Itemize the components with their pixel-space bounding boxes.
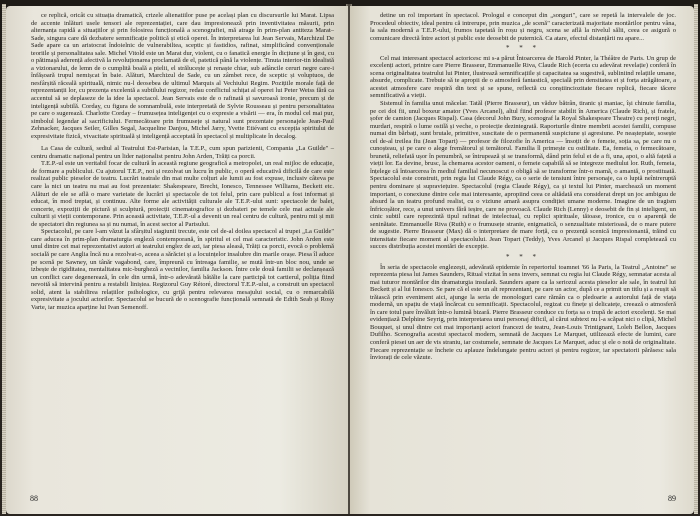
left-paragraph: T.E.P.-ul este un veritabil focar de cultură în această regiune geografică a metropolei, un real mijloc de educație, de formare a publicului. Cu ajutorul T.E.P., noi și rezolvat un lucru în public, o operă educativă dificilă de care este realizat public pieselor de teatru. Lucrări teatrale din mai multe colțuri ale lumii au fost expuse, inclusiv câteva pe care la nici un teatru nu mai au fost prezentate: Shakespeare, Brecht, Ionesco, Tennessee Williams, Beckett etc. Alături de ele se află o mare varietate de lucrări și spectacole de tot felul, prin care publicul a fost informat și educat, în mod treptat, și continuu. Alte forme ale activității culturale ale T.E.P.-ului sunt: spectacole de balet, concerte, expoziții de pictură și sculptură, proiecții cinematografice și dezbateri pe temele cele mai actuale ale culturii și vieții contemporane. Prin această activitate, T.E.P.-ul a devenit un real centru de cultură, pentru mii și mii de spectatori din regiunea sa și nu numai, în acest sector al Parisului. (31, 160, 334, 228)
right-paragraph: detine un rol important în spectacol. Prologul e conceput din „songuri", care se repetă la intervalele de joc. Procedeul obiectiv, ideal pentru că intrerupe, prin muzica „de scenă" caracterizată majoritate montărilor pentru vâna, la sala modernă a T.E.P.-ului, frumos tapetată în roșu și negru, scena se află la nivelul sălii, ceea ce asigură o comunicare directă între actori și public este deosebit de puternică. Ca atare, efectul distanțării nu apare... (370, 12, 676, 42)
right-paragraph: În seria de spectacole englezești, adevărată epidemie în repertoriul toamnei '66 la Paris, la Teatrul „Antoine" se reprezenta piesa lui James Saunders, Ritual vizitat în sens invers, semnat cu regia lui Claude Régy, semnatar acesta al mai tuturor montărilor din dramaturgia insulară. Saunders apare ca la seriozul acesta pieselor ale sale, în teatrul lui Beckett și al lui Ionesco. Se pare că el este un alt reprezentant, pe care un actor, după ce a primit un titlu și a reușit să trăiască prin eveniment aici, ajunge la seria de monologuri care rămân ca o pledoarie a autorului față de viața modernă, un spațiu de viață încărcat cu semnificații. Spectacolul, regizat cu finețe și delicatețe, creează o atmosferă în care totul pare învăluit într-o lumină bizară. Pierre Brasseur conduce cu forța sa o trupă de actori excelenți. Se mai evidențiază Delphine Seyrig, prin interpretarea unui personaj dificil, al cărui subtext nu l-a scăpat nici o clipă, Michel Bouquet, și unul dintre cei mai importanți actori francezi de teatru, Jean-Louis Trintignant, Loleh Bellon, Jacques Dufilho. Scenografia acestui spectacol modern, semnată de Jacques Le Marquet, utilizează efecte de lumini, care conferă piesei un aer de vis straniu, iar costumele, semnate de Jacques Le Marquet, aduc și ele o notă de originalitate. Fiecare reprezentație se încheie cu aplauze îndelungate pentru actori și pentru regizor, iar spectatorii părăsesc sala înviorați de cele văzute. (370, 263, 676, 362)
section-separator: * * * (506, 44, 540, 53)
right-paragraph: Sistemul în familia unui măcelar. Tatăl (Pierre Brasseur), un văduv bătrân, tiranic și maniac, își chinuie familia, pe cei doi fii, unul boxeur amator (Yves Arcanel), altul fiind profesor stabilit în America (Claude Rich), și fratele, șofer de camion (Jacques Rispal). Casa (decorul John Bury, scenograf la Royal Shakespeare Theatre) cu pereți negri, murdari, respiră o lume ostilă și veche, o proiecție dezintegrată. Raporturile dintre membrii acestei familii, compuse numai din bărbați, sunt brutale, primitive, suscitate de o permanentă suspiciune și agresiune. Pe neașteptate, sosește cel de-al treilea fiu (Jean Topart) — profesor de filozofie în America — însoțit de o femeie, soția sa, pe care nu o cunoșteau, și pe care o alege fremătorul și temătorul. Familia îl primește cu ostilitate. Ea, femeia, o fermecătoare, brunetă, reliefată ușor în penumbră, se întrupează și se transformă, dând prin felul ei de a fi, una, apoi, o altă fațetă a vieții lor. Ea devine, brusc, la chemarea acestor oameni, o femeie capabilă să se integreze mediului lor. Ruth, femeia, înțelege că întoarcerea în mediul familial necunoscut o obligă să se transforme într-o mamă, o amantă, o prostituată. Spectacolul este construit, prin regia lui Claude Régy, ca o serie de tensiuni între personaje, ca o luptă neîntreruptă pentru dominare și supraviețuire. Spectacolul (regia Claude Régy), ca și textul lui Pinter, marchează un moment important, o conexiune dintre cele mai interesante, apropiind ceea ce altădată era considerat drept un joc ambiguu de absurd la un teatru profund realist, cu o viziune amară asupra condiției umane moderne. Imagine de un tragism înfricoșător, rece, a unui univers fără ieșire, care ne provoacă. Claude Rich (Lenny) e deosebit de fin și inteligent, un cinic subtil care reprezintă tipul rafinat de intelectual, cu replici spirituale, tăioase, ironice, cu o aparență de seninătate. Emmanuelle Riva (Ruth) e o frumusețe stranie, enigmatică, o senzualitate misterioasă, de o mare putere de sugestie. Pierre Brasseur (Max) dă o interpretare de mare forță, cu o prezență scenică impresionantă, trăind cu intensitate fiecare moment al spectacolului. Jean Topart (Teddy), Yves Arcanel și Jacques Rispal completează cu succes distribuția acestei montări de excepție. (370, 100, 676, 251)
page-edge-right (694, 4, 698, 514)
left-page (6, 6, 348, 514)
right-page-text (370, 12, 676, 362)
section-separator: * * * (506, 252, 540, 261)
page-number-right: 89 (668, 494, 676, 503)
page-number-left: 88 (30, 494, 38, 503)
left-page-text (31, 12, 334, 311)
right-paragraph: Cel mai interesant spectacol actoricesc mi s-a părut Întoarcerea de Harold Pinter, la Théâtre de Paris. Un grup de excelenți actori, printre care Pierre Brasseur, Emmanuelle Riva, Claude Rich (ecerta cu adevărat revelație) conferă în scena originalitatea teatrului lui Pinter, ilustrează semnificațiile și capacitatea sa sugestivă, subliniind relațiile umane, absurde, complicate. Trebuie să te apropii de o atmosferă fantastică, specială prin densitatea ei și forța atrăgătoare, a acestei atmosfere care respiră din text și se spune, reflectă cu conștiinciozitate fiecare replică, fiecare tăcere semnificativă a vieții. (370, 54, 676, 100)
left-paragraph: Spectacolul, pe care l-am văzut la sfârșitul stagiunii trecute, este cel de-al doilea spectacol al trupei „La Guilde" care aducea în prim-plan dramaturgia engleză contemporană, în spiritul ei cel mai caracteristic. John Arden este unul dintre cei mai reprezentativi autori ai teatrului englez de azi, iar piesa aleasă, Trăiți ca porcii, evocă o problemă socială pe care Anglia încă nu a rezolvat-o, aceea a sărăciei și a locuințelor insalubre din marile orașe. Piesa îl aduce pe scenă pe Sawney, un tânăr vagabond, care, împreună cu întreaga familie, se mută într-un bloc nou, unde se izbește de rigiditatea, mentalitatea mic-burgheză a vecinilor, familia Jackson. Între cele două familii se declanșează un conflict care degenerează, în cele din urmă, într-o adevărată bătălie la care participă tot cartierul, poliția fiind nevoită să intervină pentru a restabili liniștea. Regizorul Guy Rétoré, directorul T.E.P.-ului, a construit un spectacol solid, atent la stabilirea relațiilor psihologice, cu grijă pentru relevarea mesajului social, cu o remarcabilă expresivitate a jocului actorilor. Spectacolul se bucură de o scenografie funcțională semnată de Edith Seab și Rosy Varte, iar muzica aparține lui Ivan Semenoff. (31, 228, 334, 311)
right-page (350, 6, 694, 514)
left-paragraph: La Casa de cultură, sediul al Teatrului Est-Parisian, la T.E.P., cum spun parizienii, Compania „La Guilde" – centru dramatic național pentru un lider naționalist pentru John Arden, Trăiți ca porcii. (31, 145, 334, 160)
left-paragraph: ce replică, oricât cu situația dramatică, crizele alienatiilor puse pe același plan cu discursurile lui Marat. Lipsa de accente inlături usele tensori ale reprezentației, care dau impresionează prin inventivitatea măsurii, prin alternanța rapidă a situațiilor și prin folosirea funcțională a scenografiei, mă atrage în prim-plan antiteza Marat–Sade, singura care dă dezbatere semnificație politică și etică operei. În interpretarea lui Jean Servais, Marchizul De Sade apare ca un aristocrat îndoielnic de vulnerabiltea, sceptic și fastidios, rafinat, simplificând convenționale teoriile și personalitatea sale. Michel Vitold este un Marat dur, violent, cu o fanatică energie în dicțiune și în gest, cu o pătimașă aderență afectivă la revoluționarea proclamată de el, patetică până la violențe. Tinuta interior-tin idealistă a vizionarului, de lemn de o cumplită boală a pielii, el strălucește și renaște chiar, sub adâncile ceruri negre care-i înfășoară trupul nemișcat în baie. Alături, Marchizul de Sade, cu un zâmbet rece, de sceptic și voluptuos, de nesfârșită răceală spirituală, nimic nu-l deosebea de ultimul Marquis al Vechiului Regim. Pozițiile morale față de reprezentanții lor, cu prezența excelentă a subtilului regizor, redau conflictul schițat al operei lui Peter Weiss fără ca accentul să se deplaseze de la idee la spectacol. Jean Servais este de o rafinată și savuroasă ironie, precum și de inteligență subtilă. Corday, cu figura de somnambulă, este interpretată de Sylvie Rousseau și pentru personalitatea pe care o sugerează. Charlotte Corday – frumusețea inteligenței cu o expresie a visării — era, în modul cel mai pur, simbolul legendar al sacrificiului. Fermecătoare prin frumusețe și natural sunt prezentate personajele Jean-Paul Zehnacker, Jacques Seiler, Gilles Segal, Jacqueline Danjou, Michel Jarry, Yvette Etiévant cu excepția spiritului de expresivitate fizică, vivacitate spirituală și inteligență acceptată în spectacol și multiplicate în decalog. (31, 12, 334, 140)
